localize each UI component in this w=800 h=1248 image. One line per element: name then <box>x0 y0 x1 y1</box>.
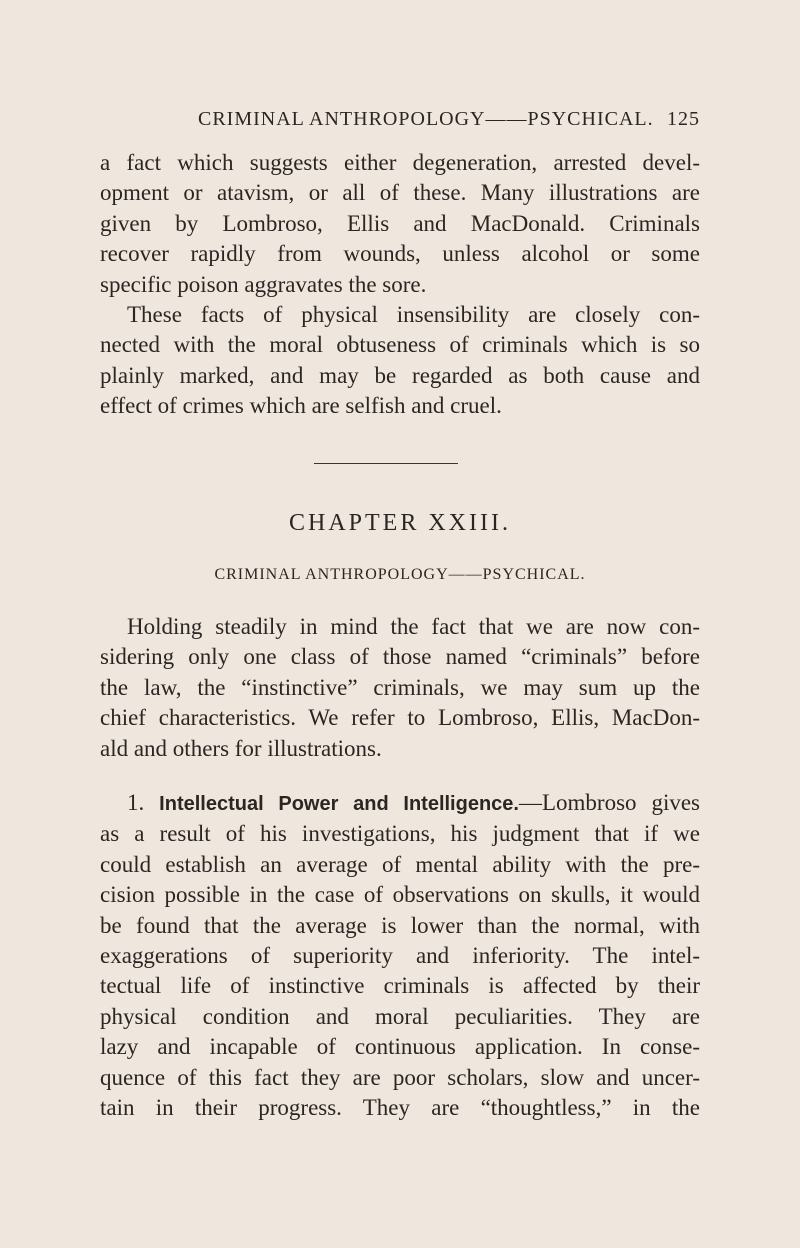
section-number: 1. <box>127 790 145 815</box>
text-line: ald and others for illustrations. <box>100 735 382 761</box>
page-number: 125 <box>667 108 700 130</box>
text-line: quence of this fact they are poor scholars, slow and uncer- <box>100 1064 700 1090</box>
chapter-subheading: CRIMINAL ANTHROPOLOGY——PSYCHICAL. <box>214 566 586 583</box>
text-line: cision possible in the case of observations on skulls, it would <box>100 882 700 908</box>
chapter-heading: CHAPTER XXIII. <box>289 510 511 536</box>
section-divider <box>314 463 458 464</box>
text-line: tain in their progress. They are “thoughtless,” in the <box>100 1095 700 1121</box>
text-line: nected with the moral obtuseness of criminals which is so <box>100 332 700 358</box>
text-line: given by Lombroso, Ellis and MacDonald. Criminals <box>100 210 700 236</box>
text-line: lazy and incapable of continuous application. In conse- <box>100 1034 700 1060</box>
text-line: as a result of his investigations, his judgment that if we <box>100 821 700 847</box>
section-1-paragraph <box>100 788 700 1123</box>
text-line: could establish an average of mental ability with the pre- <box>100 851 700 877</box>
text-line <box>100 788 700 819</box>
section-first-line-text: —Lombroso gives <box>518 790 700 815</box>
text-line: the law, the “instinctive” criminals, we may sum up the <box>100 674 700 700</box>
text-line: physical condition and moral peculiarities. They are <box>100 1003 700 1029</box>
section-heading: Intellectual Power and Intelligence. <box>159 793 519 815</box>
text-line: sidering only one class of those named “criminals” before <box>100 644 700 670</box>
text-line: be found that the average is lower than the normal, with <box>100 912 700 938</box>
text-line: Holding steadily in mind the fact that we are now con- <box>127 614 700 639</box>
text-line: exaggerations of superiority and inferiority. The intel- <box>100 943 700 969</box>
text-line: opment or atavism, or all of these. Many illustrations are <box>100 180 700 206</box>
body-text-top <box>100 148 700 422</box>
running-header-title: CRIMINAL ANTHROPOLOGY——PSYCHICAL. <box>198 108 654 130</box>
text-line: effect of crimes which are selfish and cruel. <box>100 393 502 419</box>
text-line: specific poison aggravates the sore. <box>100 271 427 297</box>
chapter-intro-paragraph <box>100 612 700 764</box>
text-line: plainly marked, and may be regarded as both cause and <box>100 362 700 388</box>
text-line: chief characteristics. We refer to Lombroso, Ellis, MacDon- <box>100 705 700 731</box>
text-line: recover rapidly from wounds, unless alcohol or some <box>100 241 700 267</box>
text-line: These facts of physical insensibility are closely con- <box>127 302 700 328</box>
text-line: tectual life of instinctive criminals is affected by their <box>100 973 700 999</box>
text-line: a fact which suggests either degeneration, arrested devel- <box>100 150 700 175</box>
